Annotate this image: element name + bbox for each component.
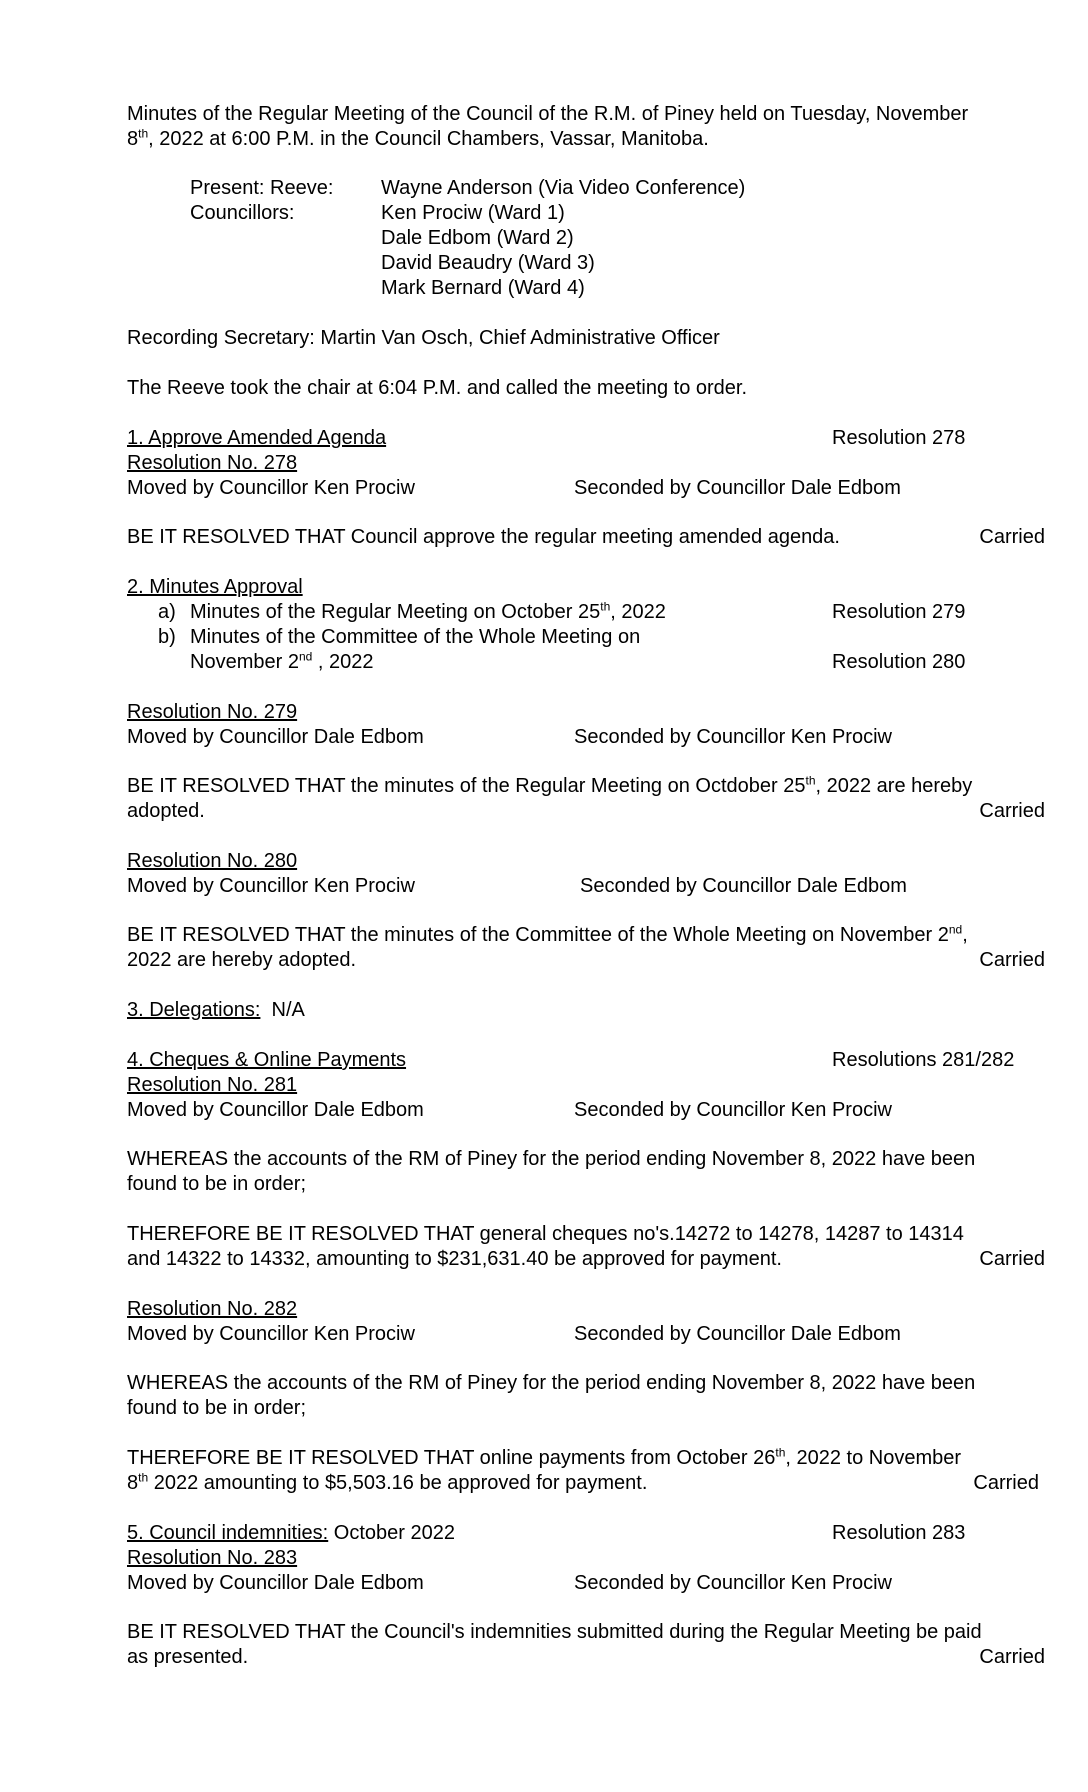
- reeve-name: Wayne Anderson (Via Video Conference): [381, 177, 746, 199]
- section-3: [127, 998, 1045, 1023]
- moved-by: Moved by Councillor Dale Edbom: [127, 1572, 424, 1594]
- resolution-text: BE IT RESOLVED THAT the minutes of the Regular Meeting on Octdober 25th, 2022 are hereby: [127, 773, 973, 797]
- seconded-by: Seconded by Councillor Ken Prociw: [574, 1572, 892, 1594]
- section-1-title: 1. Approve Amended Agenda: [127, 427, 387, 449]
- therefore-clause: THEREFORE BE IT RESOLVED THAT general cheques no's.14272 to 14278, 14287 to 14314: [127, 1223, 964, 1245]
- seconded-by: Seconded by Councillor Ken Prociw: [574, 1099, 892, 1121]
- attendance-block: [190, 176, 1045, 301]
- item-letter: a): [158, 601, 176, 623]
- item-ref: Resolution 280: [832, 651, 966, 673]
- councillor-name: Dale Edbom (Ward 2): [381, 227, 574, 249]
- moved-by: Moved by Councillor Ken Prociw: [127, 477, 415, 499]
- chair-statement: The Reeve took the chair at 6:04 P.M. and called the meeting to order.: [127, 377, 748, 399]
- carried-status: Carried: [979, 800, 1045, 822]
- item-text: November 2nd , 2022: [190, 649, 374, 673]
- section-4-title: 4. Cheques & Online Payments: [127, 1049, 407, 1071]
- reeve-label: Present: Reeve:: [190, 177, 334, 199]
- resolution-text: BE IT RESOLVED THAT Council approve the regular meeting amended agenda.: [127, 526, 840, 548]
- moved-by: Moved by Councillor Dale Edbom: [127, 1099, 424, 1121]
- item-text: Minutes of the Regular Meeting on October 25th, 2022: [190, 599, 666, 623]
- item-ref: Resolution 279: [832, 601, 966, 623]
- resolution-text: BE IT RESOLVED THAT the minutes of the Committee of the Whole Meeting on November 2nd,: [127, 922, 968, 946]
- moved-by: Moved by Councillor Dale Edbom: [127, 726, 424, 748]
- meeting-header: Minutes of the Regular Meeting of the Council of the R.M. of Piney held on Tuesday, November 8th, 2022 at 6:00 P.M. in the Council Chambers, Vassar, Manitoba.: [127, 103, 969, 150]
- carried-status: Carried: [979, 1646, 1045, 1668]
- resolution-number: Resolution No. 279: [127, 701, 298, 723]
- minutes-page: Minutes of the Regular Meeting of the Council of the R.M. of Piney held on Tuesday, November 8th, 2022 at 6:00 P.M. in the Council Chambers, Vassar, Manitoba. Present: Reeve: Wayne Anderson (Via Video Conference) Councillors: Ken Prociw (Ward 1) Dale Edbom (Ward 2) David Beaudry (Ward 3) Mark Bernard (Ward 4) Recording Secretary: Martin Van Osch, Chief Administrative Officer The Reeve took the chair at 6:04 P.M. and called the meeting to order. 1. Approve Amended Agenda Resolution 278 Resolution No. 278 Moved by Councillor Ken Prociw Seconded by Councillor Dale Edbom BE IT RESOLVED THAT Council approve the regular meeting amended agenda. Carried 2. Minutes Approval a) Minutes of the Regular Meeting on October 25th, 2022 Resolution 279 b) Minutes of the Committee of the Whole Meeting on November 2nd , 2022 Resolution 280 Resolution No. 279 Moved by Councillor Dale Edbom Seconded by Councillor Ken Prociw BE IT RESOLVED THAT the minutes of the Regular Meeting on Octdober 25th, 2022 are hereby adopted. Carried Resolution No. 280 Moved by Councillor Ken Prociw Seconded by Councillor Dale Edbom BE IT RESOLVED THAT the minutes of the Committee of the Whole Meeting on November 2nd, 2022 are hereby adopted. Carried 3. Delegations: N/A 4. Cheques & Online Payments Resolutions 281/282 Resolution No. 281 Moved by Councillor Dale Edbom Seconded by Councillor Ken Prociw WHEREAS the accounts of the RM of Piney for the period ending November 8, 2022 have been found to be in order; THEREFORE BE IT RESOLVED THAT general cheques no's.14272 to 14278, 14287 to 14314 and 14322 to 14332, amounting to $231,631.40 be approved for payment. Carried Resolution No. 282 Moved by Councillor Ken Prociw Seconded by Councillor Dale Edbom WHEREAS the accounts of the RM of Piney for the period ending November 8, 2022 have been found to be in order; THEREFORE BE IT RESOLVED THAT online payments from October 26th, 2022 to November 8th 2022 amounting to $5,503.16 be approved for payment. Carried 5. Council indemnities: October 2022 Resolution 283 Resolution No. 283 Moved by Councillor Dale Edbom Seconded by Councillor Ken Prociw BE IT RESOLVED THAT the Council's indemnities submitted during the Regular Meeting be paid as presented. Carried: [127, 103, 1045, 1668]
- section-4-ref: Resolutions 281/282: [832, 1049, 1015, 1071]
- whereas-clause: WHEREAS the accounts of the RM of Piney for the period ending November 8, 2022 have been found to be in order;: [127, 1148, 976, 1195]
- carried-status: Carried: [979, 949, 1045, 971]
- moved-by: Moved by Councillor Ken Prociw: [127, 875, 415, 897]
- section-3-title: 3. Delegations:: [127, 999, 261, 1021]
- resolution-text: BE IT RESOLVED THAT the Council's indemnities submitted during the Regular Meeting be paid: [127, 1621, 982, 1643]
- resolution-number: Resolution No. 278: [127, 452, 298, 474]
- councillor-name: Ken Prociw (Ward 1): [381, 202, 565, 224]
- councillor-name: Mark Bernard (Ward 4): [381, 277, 585, 299]
- therefore-clause: THEREFORE BE IT RESOLVED THAT online payments from October 26th, 2022 to November: [127, 1445, 962, 1469]
- recording-secretary: Recording Secretary: Martin Van Osch, Chief Administrative Officer: [127, 327, 720, 349]
- whereas-clause: WHEREAS the accounts of the RM of Piney for the period ending November 8, 2022 have been found to be in order;: [127, 1372, 976, 1419]
- section-5-title: 5. Council indemnities:: [127, 1522, 329, 1544]
- moved-by: Moved by Councillor Ken Prociw: [127, 1323, 415, 1345]
- section-1-ref: Resolution 278: [832, 427, 966, 449]
- seconded-by: Seconded by Councillor Ken Prociw: [574, 726, 892, 748]
- section-2-title: 2. Minutes Approval: [127, 576, 303, 598]
- section-5-ref: Resolution 283: [832, 1522, 966, 1544]
- section-3-value: N/A: [271, 999, 305, 1021]
- resolution-number: Resolution No. 280: [127, 850, 298, 872]
- carried-status: Carried: [979, 526, 1045, 548]
- seconded-by: Seconded by Councillor Dale Edbom: [580, 875, 907, 897]
- seconded-by: Seconded by Councillor Dale Edbom: [574, 1323, 901, 1345]
- carried-status: Carried: [979, 1248, 1045, 1270]
- item-letter: b): [158, 626, 176, 648]
- resolution-number: Resolution No. 283: [127, 1547, 298, 1569]
- councillor-name: David Beaudry (Ward 3): [381, 252, 595, 274]
- carried-status: Carried: [973, 1472, 1039, 1494]
- resolution-number: Resolution No. 282: [127, 1298, 298, 1320]
- seconded-by: Seconded by Councillor Dale Edbom: [574, 477, 901, 499]
- resolution-number: Resolution No. 281: [127, 1074, 298, 1096]
- item-text: Minutes of the Committee of the Whole Meeting on: [190, 626, 641, 648]
- councillors-label: Councillors:: [190, 202, 295, 224]
